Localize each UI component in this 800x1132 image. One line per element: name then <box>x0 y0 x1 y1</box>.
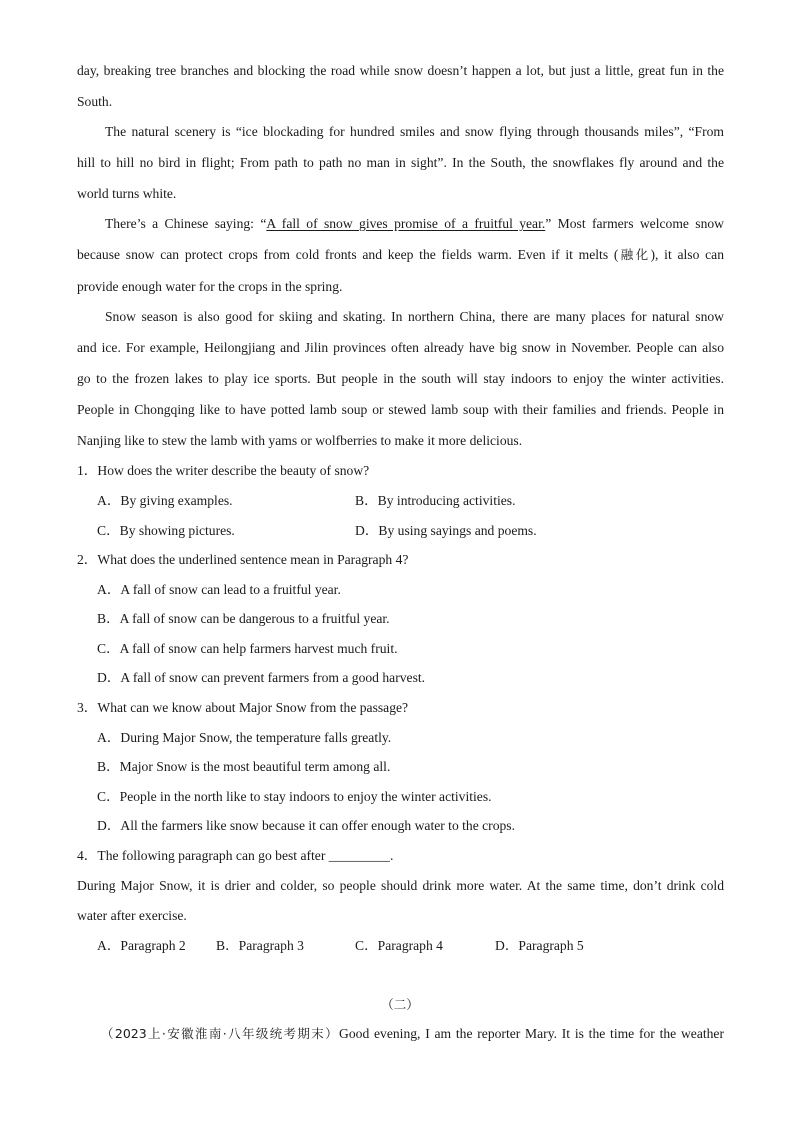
question-stem: 4．The following paragraph can go best after _________. <box>77 848 394 863</box>
passage-line: Snow season is also good for skiing and skating. In northern China, there are many places for natural snow <box>105 309 724 324</box>
option-a: A．By giving examples. <box>97 493 233 508</box>
passage-line: go to the frozen lakes to play ice sports. But people in the south will stay indoors to enjoy the winter activities. <box>77 371 724 386</box>
option-c: C．Paragraph 4 <box>355 938 443 953</box>
passage-line: hill to hill no bird in flight; From path to path no man in sight”. In the South, the snowflakes fly around and the <box>77 155 724 170</box>
passage-line: world turns white. <box>77 186 177 201</box>
option-a: A．During Major Snow, the temperature falls greatly. <box>97 730 392 745</box>
text-span: ” Most farmers welcome snow <box>545 216 724 231</box>
underlined-sentence: A fall of snow gives promise of a fruitful year. <box>266 216 546 231</box>
option-d: D．Paragraph 5 <box>495 938 584 953</box>
passage-line: provide enough water for the crops in the spring. <box>77 279 343 294</box>
text-span: ), it also can <box>650 247 724 262</box>
option-d: D．A fall of snow can prevent farmers from a good harvest. <box>97 670 426 685</box>
passage-line: Nanjing like to stew the lamb with yams or wolfberries to make it more delicious. <box>77 433 523 448</box>
option-c: C．A fall of snow can help farmers harvest much fruit. <box>97 641 398 656</box>
option-c: C．By showing pictures. <box>97 523 235 538</box>
intro-text: Good evening, I am the reporter Mary. It is the time for the weather <box>339 1026 724 1041</box>
option-b: B．Paragraph 3 <box>216 938 304 953</box>
option-a: A．A fall of snow can lead to a fruitful year. <box>97 582 341 597</box>
option-b: B．A fall of snow can be dangerous to a fruitful year. <box>97 611 390 626</box>
chinese-gloss: 融化 <box>618 247 651 262</box>
text-span: There’s a Chinese saying: “ <box>105 216 267 231</box>
passage-line <box>105 214 724 234</box>
passage-line <box>77 245 724 265</box>
option-b: B．By introducing activities. <box>355 493 516 508</box>
text-span: because snow can protect crops from cold fronts and keep the fields warm. Even if it melts ( <box>77 247 619 262</box>
question-stem: 3．What can we know about Major Snow from the passage? <box>77 700 409 715</box>
question-stem: 2．What does the underlined sentence mean in Paragraph 4? <box>77 552 409 567</box>
passage-line: People in Chongqing like to have potted lamb soup or stewed lamb soup with their families and friends. People in <box>77 402 724 417</box>
section-title: （二） <box>381 997 419 1012</box>
option-a: A．Paragraph 2 <box>97 938 186 953</box>
section-intro <box>101 1024 724 1044</box>
option-d: D．All the farmers like snow because it can offer enough water to the crops. <box>97 818 515 833</box>
passage-line: day, breaking tree branches and blocking the road while snow doesn’t happen a lot, but just a little, great fun in the <box>77 63 724 78</box>
passage-line: and ice. For example, Heilongjiang and Jilin provinces often already have big snow in November. People can also <box>77 340 724 355</box>
passage-line: South. <box>77 94 113 109</box>
question-extra-line: During Major Snow, it is drier and colder, so people should drink more water. At the same time, don’t drink cold <box>77 878 724 893</box>
option-c: C．People in the north like to stay indoors to enjoy the winter activities. <box>97 789 492 804</box>
option-b: B．Major Snow is the most beautiful term among all. <box>97 759 391 774</box>
source-note: （2023上·安徽淮南·八年级统考期末） <box>101 1026 340 1041</box>
passage-line: The natural scenery is “ice blockading for hundred smiles and snow flying through thousands miles”, “From <box>105 124 724 139</box>
option-d: D．By using sayings and poems. <box>355 523 537 538</box>
question-stem: 1．How does the writer describe the beauty of snow? <box>77 463 370 478</box>
question-extra-line: water after exercise. <box>77 908 187 923</box>
